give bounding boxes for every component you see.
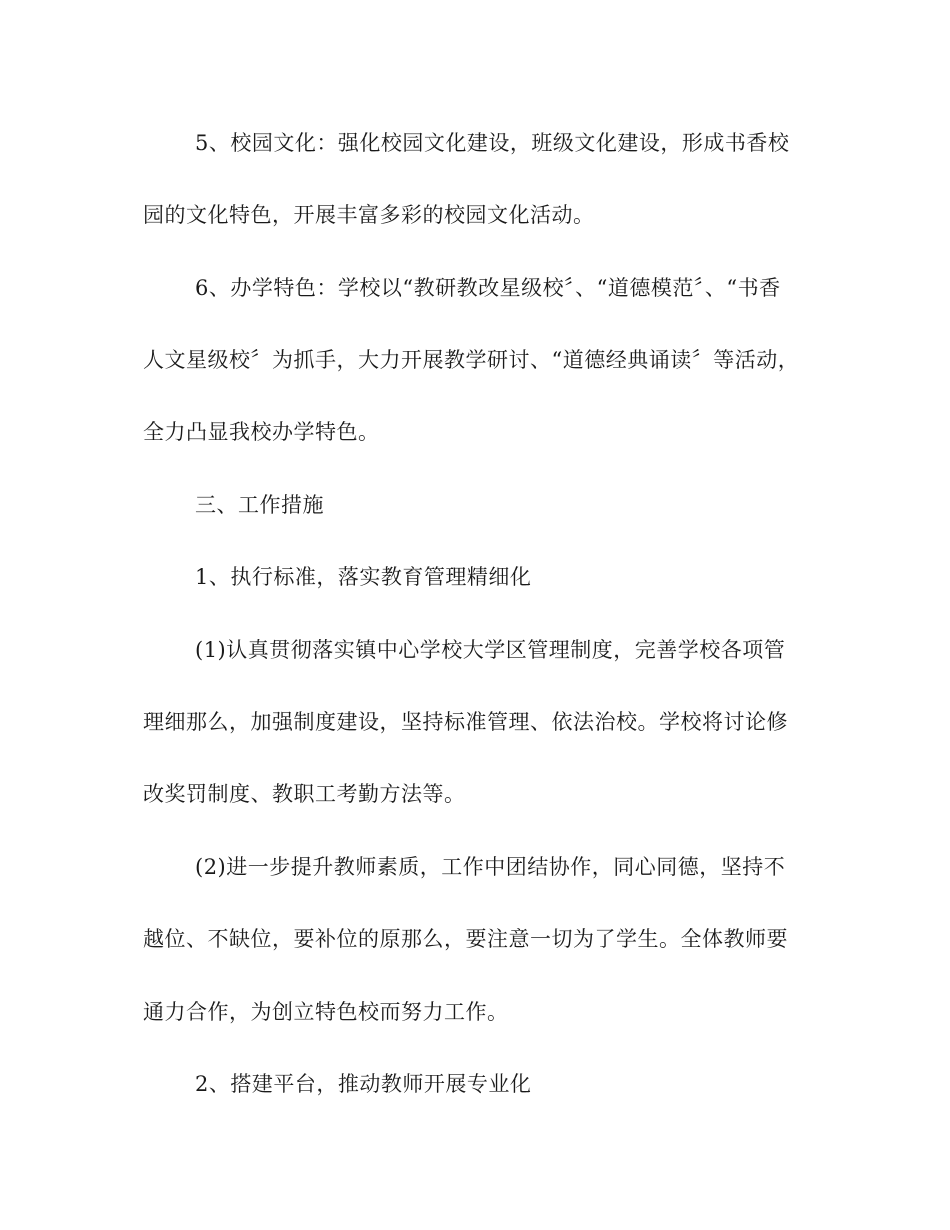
subheading-teacher-development: 2、搭建平台，推动教师开展专业化 [195, 1072, 532, 1096]
paragraph-item-2-line-3: 通力合作，为创立特色校而努力工作。 [143, 1000, 509, 1024]
paragraph-item-1-line-1: (1)认真贯彻落实镇中心学校大学区管理制度，完善学校各项管 [195, 638, 786, 662]
subheading-management: 1、执行标准，落实教育管理精细化 [195, 565, 532, 589]
paragraph-campus-culture-line-2: 园的文化特色，开展丰富多彩的校园文化活动。 [143, 203, 595, 227]
paragraph-school-features-line-1: 6、办学特色：学校以“教研教改星级校〞、“道德模范〞、“书香 [195, 276, 781, 300]
paragraph-item-2-line-2: 越位、不缺位，要补位的原那么，要注意一切为了学生。全体教师要 [143, 927, 788, 951]
paragraph-item-2-line-1: (2)进一步提升教师素质，工作中团结协作，同心同德，坚持不 [195, 855, 786, 879]
section-heading-work-measures: 三、工作措施 [195, 493, 324, 517]
paragraph-campus-culture-line-1: 5、校园文化：强化校园文化建设，班级文化建设，形成书香校 [195, 131, 790, 155]
paragraph-school-features-line-3: 全力凸显我校办学特色。 [143, 420, 380, 444]
paragraph-school-features-line-2: 人文星级校〞为抓手，大力开展教学研讨、“道德经典诵读〞等活动， [143, 348, 800, 372]
paragraph-item-1-line-3: 改奖罚制度、教职工考勤方法等。 [143, 782, 466, 806]
paragraph-item-1-line-2: 理细那么，加强制度建设，坚持标准管理、依法治校。学校将讨论修 [143, 710, 788, 734]
